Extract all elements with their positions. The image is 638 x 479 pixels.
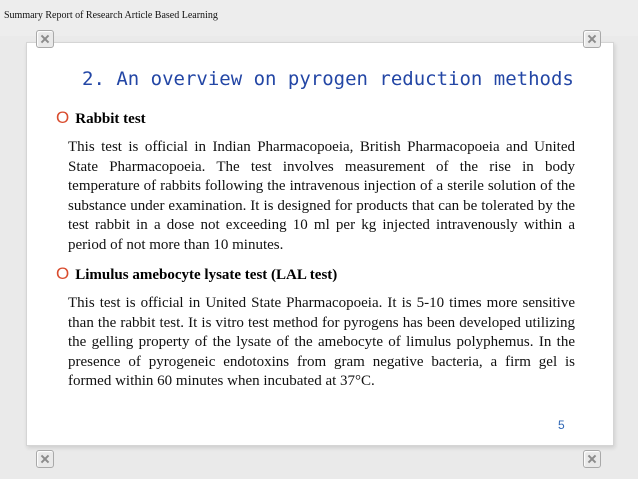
page-number: 5 [558,418,565,432]
bullet-icon: O [56,108,70,127]
section-heading-rabbit-test [56,108,146,128]
screw-icon [36,450,54,468]
bullet-icon: O [56,264,70,283]
section-heading-label: Rabbit test [75,111,146,127]
section-heading-label: Limulus amebocyte lysate test (LAL test) [75,267,338,283]
screw-icon [36,30,54,48]
section-body-lal-test: This test is official in United State Pharmacopoeia. It is 5-10 times more sensitive than the rabbit test. It is vitro test method for pyrogens has been developed utilizing the gelling property of the lysate of the amebocyte of limulus polyphemus. In the presence of pyrogeneic endotoxins from gram negative bacteria, a firm gel is formed within 60 minutes when incubated at 37°C. [68,295,575,389]
screw-icon [583,30,601,48]
slide-title: 2. An overview on pyrogen reduction methods [82,68,574,90]
section-heading-lal-test [56,264,337,284]
section-body-rabbit-test: This test is official in Indian Pharmacopoeia, British Pharmacopoeia and United State Pharmacopoeia. The test involves measurement of the rise in body temperature of rabbits following the intravenous injection of a sterile solution of the substance under examination. It is designed for products that can be tolerated by the test rabbit in a dose not exceeding 10 ml per kg injected intravenously within a period of not more than 10 minutes. [68,139,575,253]
header-title: Summary Report of Research Article Based Learning [4,10,218,21]
screw-icon [583,450,601,468]
